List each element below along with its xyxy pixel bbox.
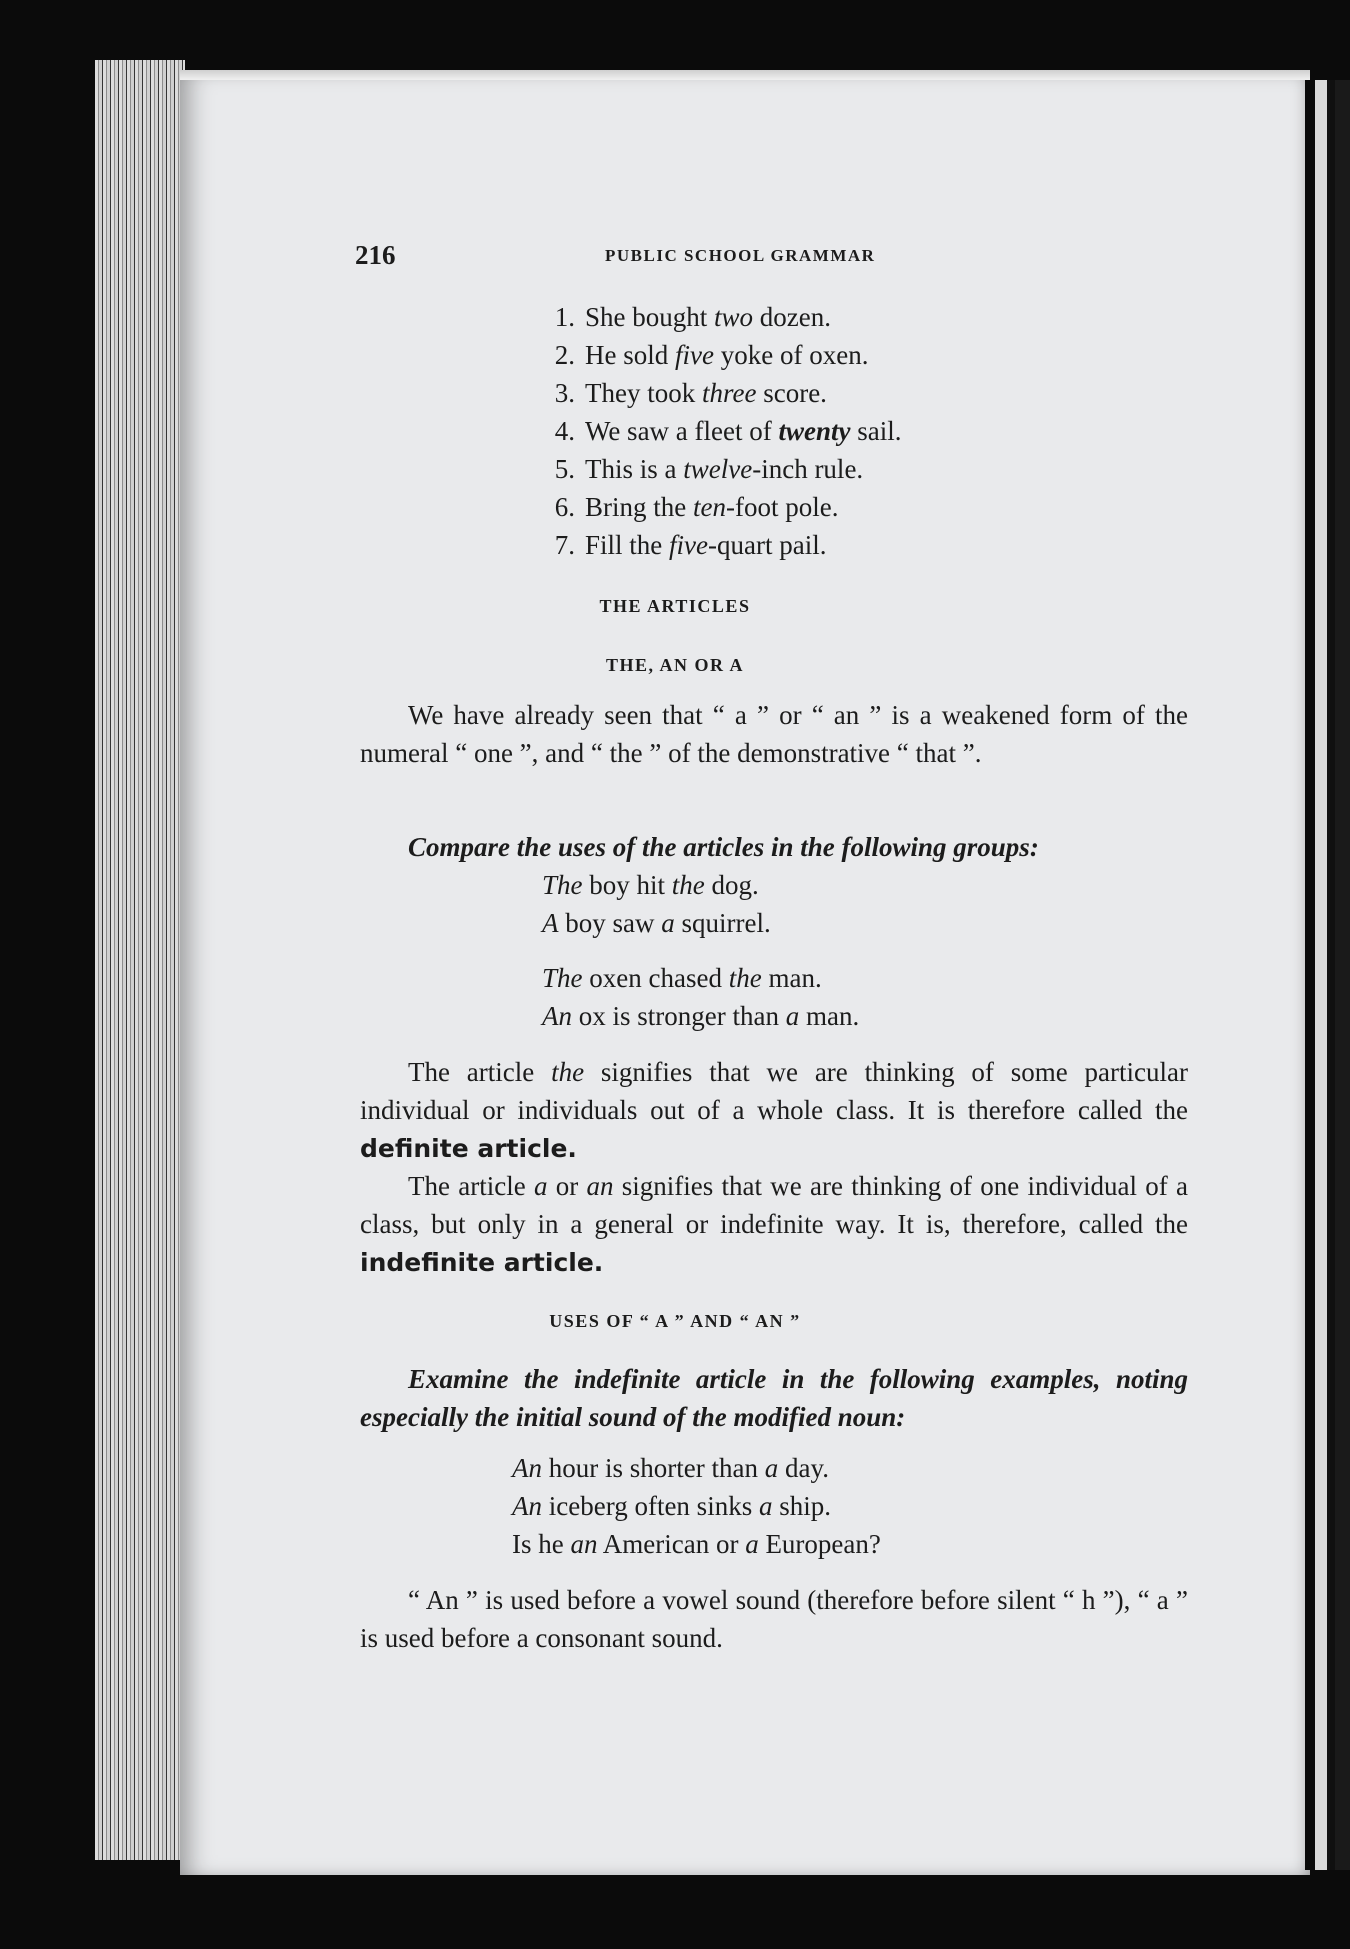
example-group-2 xyxy=(542,959,859,1035)
example-group-1 xyxy=(542,866,771,942)
list-item: 1. She bought two dozen. xyxy=(554,302,831,332)
rule-paragraph: “ An ” is used before a vowel sound (therefore before silent “ h ”), “ a ” is used before a consonant sound. xyxy=(360,1585,1188,1653)
example-sentence: The boy hit the dog. xyxy=(542,870,759,900)
example-sentence: A boy saw a squirrel. xyxy=(542,908,771,938)
indefinite-article-term: indefinite article. xyxy=(360,1248,604,1277)
subsection-title: THE, AN OR A xyxy=(605,655,745,675)
indefinite-article-paragraph: The article a or an signifies that we are thinking of one individual of a class, but only in a general or indefinite way. It is, therefore, called the indefinite article. xyxy=(360,1171,1188,1277)
example-sentence: An ox is stronger than a man. xyxy=(542,1001,860,1031)
book-page-edge-right xyxy=(1305,80,1350,1870)
page-header xyxy=(355,240,940,270)
example-sentence: An iceberg often sinks a ship. xyxy=(512,1491,831,1521)
definite-article-paragraph: The article the signifies that we are thinking of some particular individual or individuals out of a whole class. It is therefore called the definite article. xyxy=(360,1057,1188,1163)
examine-instruction: Examine the indefinite article in the following examples, noting especially the initial sound of the modified noun: xyxy=(360,1364,1188,1432)
list-item: 6. Bring the ten-foot pole. xyxy=(554,492,839,522)
book-page-edge-top xyxy=(180,70,1310,80)
example-sentence: An hour is shorter than a day. xyxy=(512,1453,829,1483)
list-item: 2. He sold five yoke of oxen. xyxy=(554,340,869,370)
list-item: 7. Fill the five-quart pail. xyxy=(554,530,827,560)
list-item: 4. We saw a fleet of twenty sail. xyxy=(554,416,902,446)
list-item: 5. This is a twelve-inch rule. xyxy=(554,454,864,484)
page-number: 216 xyxy=(355,240,396,270)
numeral-examples-list xyxy=(535,298,901,564)
example-sentence: Is he an American or a European? xyxy=(512,1529,881,1559)
example-sentence: The oxen chased the man. xyxy=(542,963,822,993)
indefinite-examples xyxy=(512,1449,881,1563)
book-page-edges-left xyxy=(95,60,185,1860)
uses-heading: USES OF “ A ” AND “ AN ” xyxy=(549,1311,801,1331)
definite-article-term: definite article. xyxy=(360,1134,577,1163)
compare-instruction: Compare the uses of the articles in the following groups: xyxy=(408,832,1039,862)
list-item: 3. They took three score. xyxy=(554,378,827,408)
section-title: THE ARTICLES xyxy=(599,596,751,616)
intro-paragraph: We have already seen that “ a ” or “ an ” is a weakened form of the numeral “ one ”, and “ the ” of the demonstrative “ that ”. xyxy=(360,700,1188,768)
running-head: PUBLIC SCHOOL GRAMMAR xyxy=(605,246,876,265)
